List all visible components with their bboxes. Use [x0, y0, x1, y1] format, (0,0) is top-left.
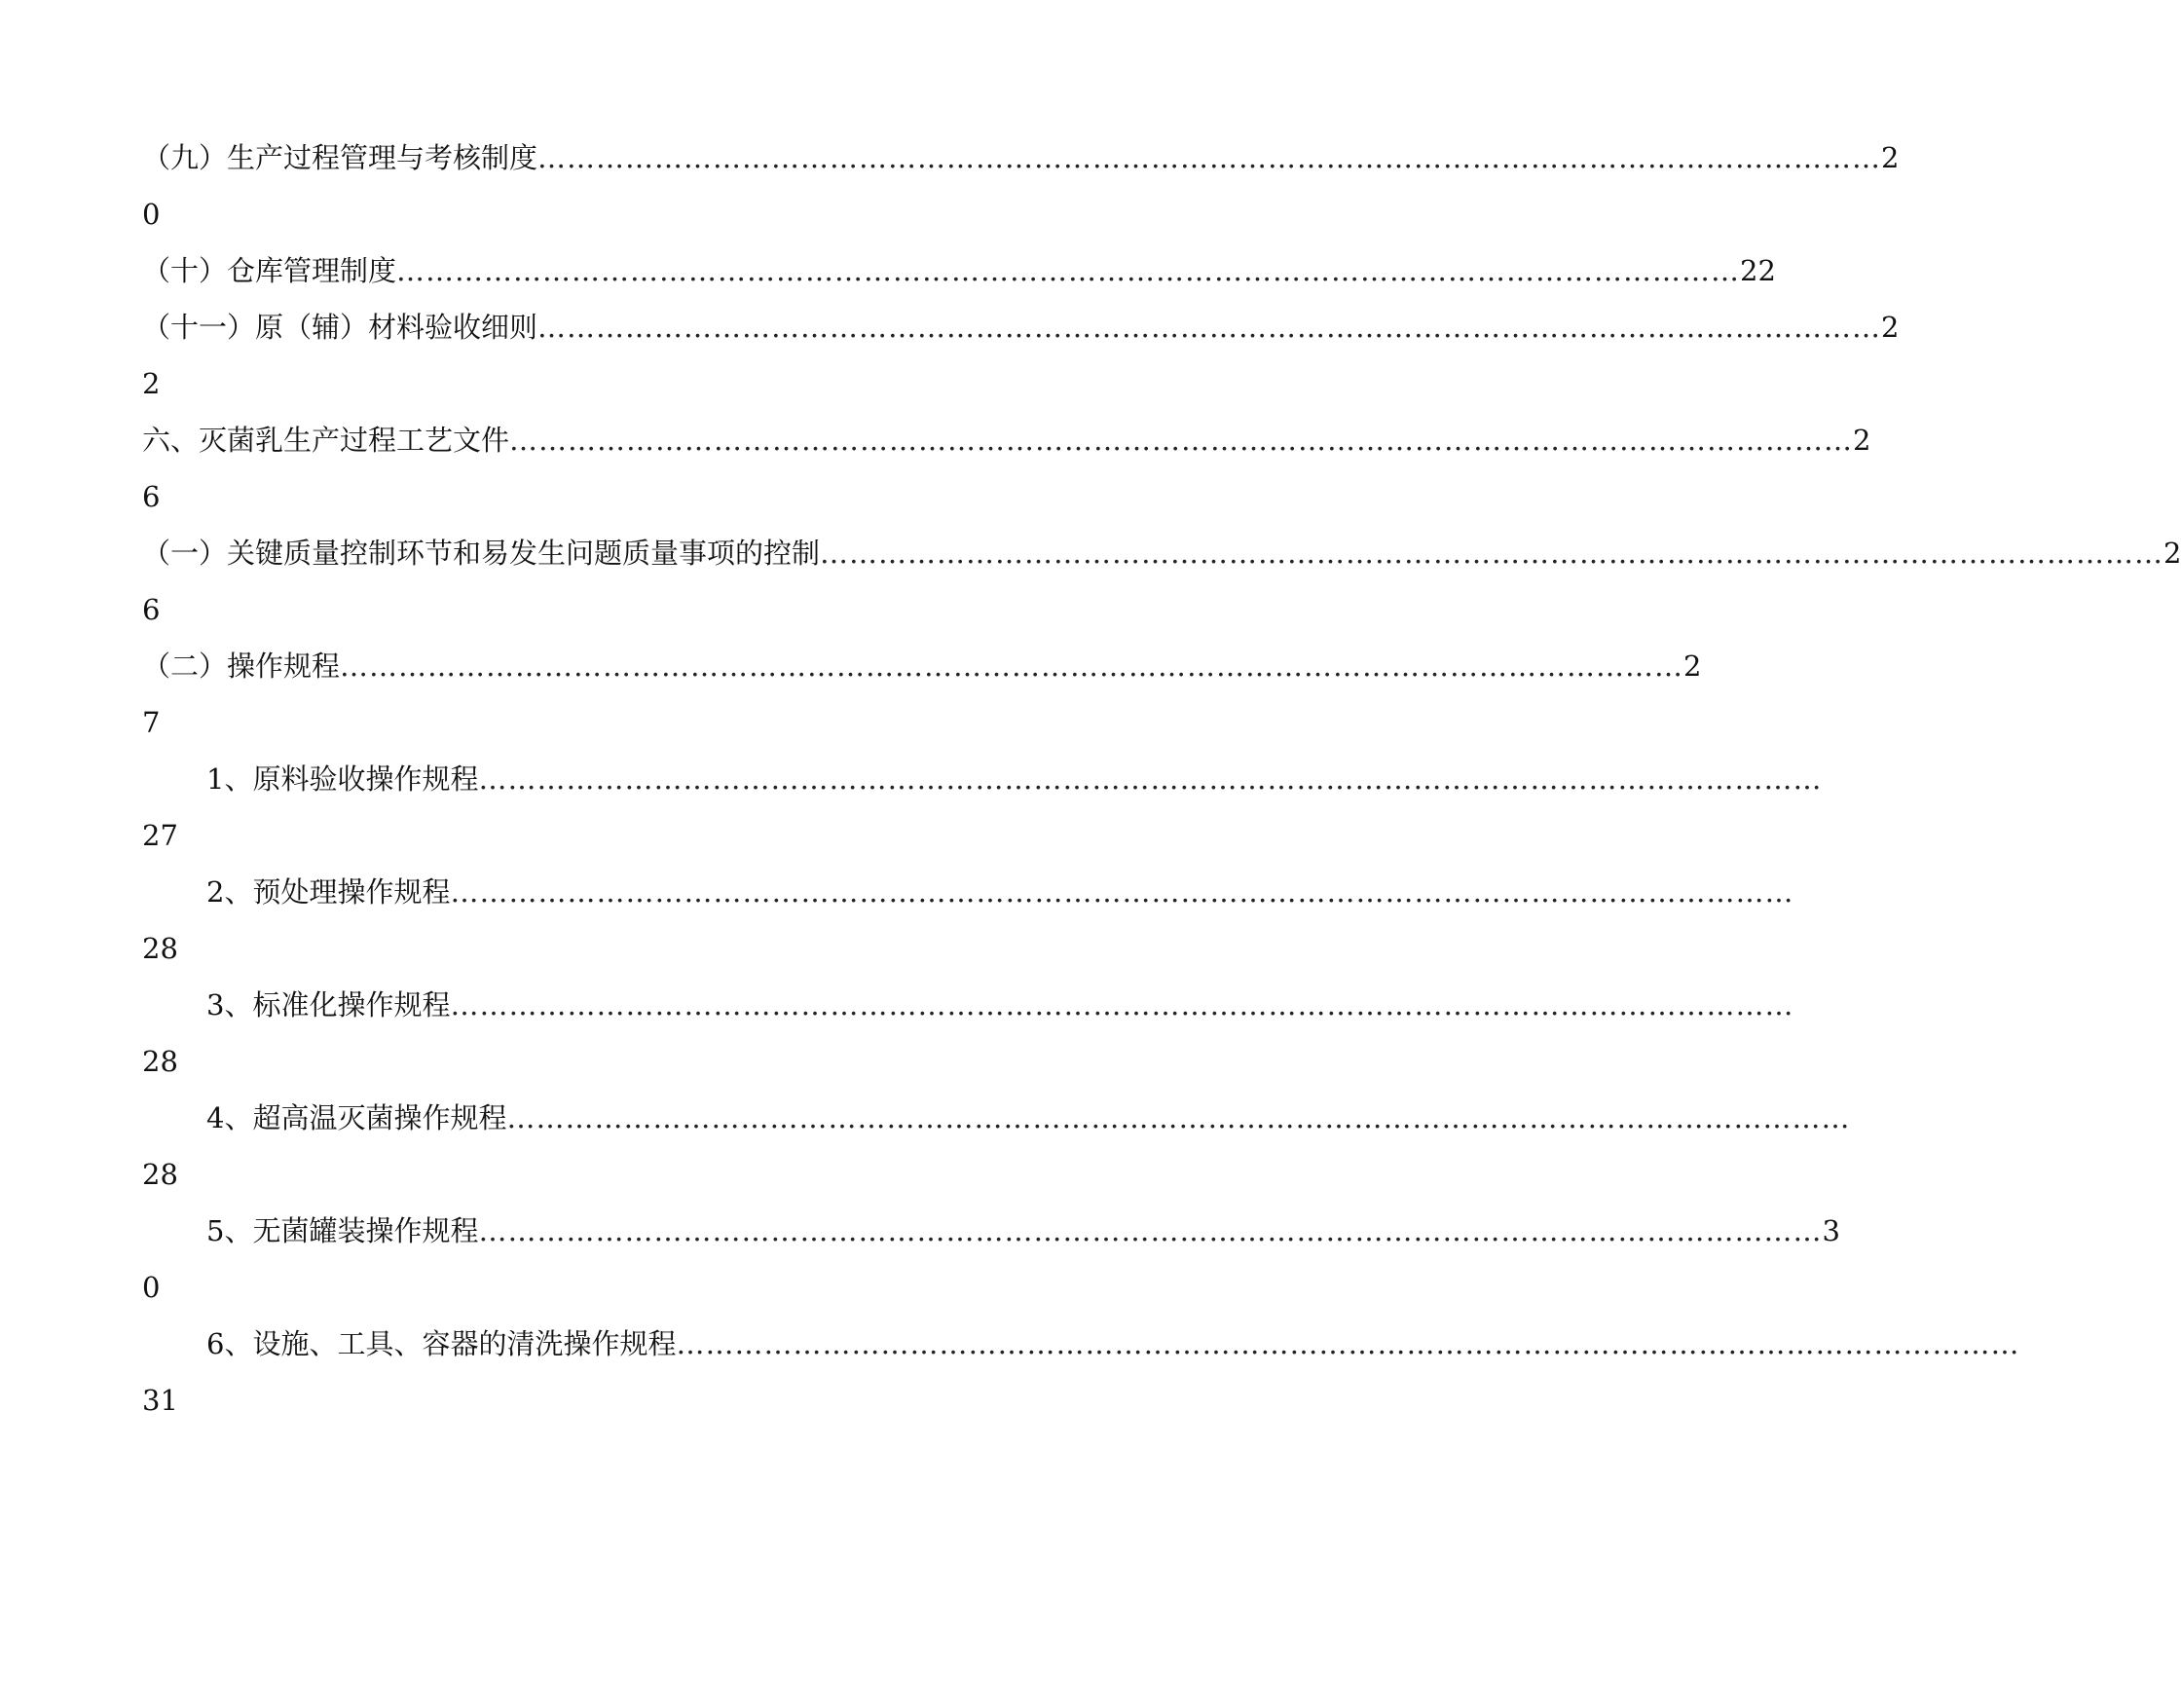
toc-entry-title: 六、灭菌乳生产过程工艺文件: [142, 424, 510, 457]
toc-entry[interactable]: [142, 534, 2181, 573]
toc-entry-title: 4、超高温灭菌操作规程: [206, 1101, 507, 1134]
toc-page-number-wrap: 6: [142, 593, 161, 626]
toc-entry[interactable]: [142, 251, 1776, 290]
toc-entry[interactable]: [206, 760, 1823, 798]
toc-page-number: 2: [2163, 537, 2181, 570]
toc-page-number: 22: [1740, 254, 1776, 287]
toc-entry-title: 1、原料验收操作规程: [206, 762, 479, 796]
toc-page-number-wrap: 7: [142, 706, 161, 739]
toc-page-number-wrap: 28: [142, 932, 178, 965]
toc-entry[interactable]: [206, 985, 1794, 1024]
toc-page-number-wrap: 28: [142, 1045, 178, 1078]
dot-leader: …………………………………………………………………………………………………………………………: [506, 1101, 1851, 1134]
toc-page-number: 2: [1881, 141, 1900, 174]
toc-entry-title: 6、设施、工具、容器的清洗操作规程: [206, 1327, 677, 1360]
dot-leader: …………………………………………………………………………………………………………………………: [537, 141, 1882, 174]
toc-entry-title: 2、预处理操作规程: [206, 875, 451, 909]
toc-entry-title: （十一）原（辅）材料验收细则: [142, 311, 538, 344]
toc-entry-title: （一）关键质量控制环节和易发生问题质量事项的控制: [142, 537, 821, 570]
toc-entry[interactable]: [142, 421, 1871, 460]
toc-entry[interactable]: [142, 138, 1900, 177]
dot-leader: …………………………………………………………………………………………………………………………: [396, 254, 1741, 287]
toc-entry[interactable]: [206, 1211, 1840, 1250]
toc-entry-title: （十）仓库管理制度: [142, 254, 397, 287]
toc-page-number: 2: [1683, 650, 1702, 683]
dot-leader: …………………………………………………………………………………………………………………………: [509, 424, 1854, 457]
dot-leader: …………………………………………………………………………………………………………………………: [340, 650, 1684, 683]
dot-leader: …………………………………………………………………………………………………………………………: [450, 875, 1794, 909]
dot-leader: …………………………………………………………………………………………………………………………: [820, 537, 2164, 570]
toc-entry[interactable]: [206, 873, 1794, 911]
toc-page-number-wrap: 28: [142, 1158, 178, 1191]
dot-leader: …………………………………………………………………………………………………………………………: [537, 311, 1882, 344]
dot-leader: …………………………………………………………………………………………………………………………: [478, 762, 1823, 796]
toc-page-number: 2: [1881, 311, 1900, 344]
toc-page-number-wrap: 0: [142, 1271, 161, 1304]
toc-entry[interactable]: [206, 1098, 1851, 1137]
toc-page-number-wrap: 2: [142, 367, 161, 400]
toc-page-number-wrap: 27: [142, 819, 178, 852]
toc-entry-title: 5、无菌罐装操作规程: [206, 1214, 479, 1247]
dot-leader: …………………………………………………………………………………………………………………………: [478, 1214, 1823, 1247]
toc-entry[interactable]: [206, 1324, 2020, 1363]
toc-entry-title: （二）操作规程: [142, 650, 341, 683]
toc-entry-title: （九）生产过程管理与考核制度: [142, 141, 538, 174]
toc-page-number-wrap: 6: [142, 480, 161, 513]
toc-entry[interactable]: [142, 308, 1900, 347]
toc-page-number-wrap: 0: [142, 198, 161, 231]
toc-page-number: 2: [1853, 424, 1871, 457]
toc-entry[interactable]: [142, 647, 1702, 686]
dot-leader: …………………………………………………………………………………………………………………………: [676, 1327, 2020, 1360]
toc-page-number-wrap: 31: [142, 1384, 178, 1417]
toc-page-number: 3: [1822, 1214, 1840, 1247]
toc-entry-title: 3、标准化操作规程: [206, 988, 451, 1021]
dot-leader: …………………………………………………………………………………………………………………………: [450, 988, 1794, 1021]
